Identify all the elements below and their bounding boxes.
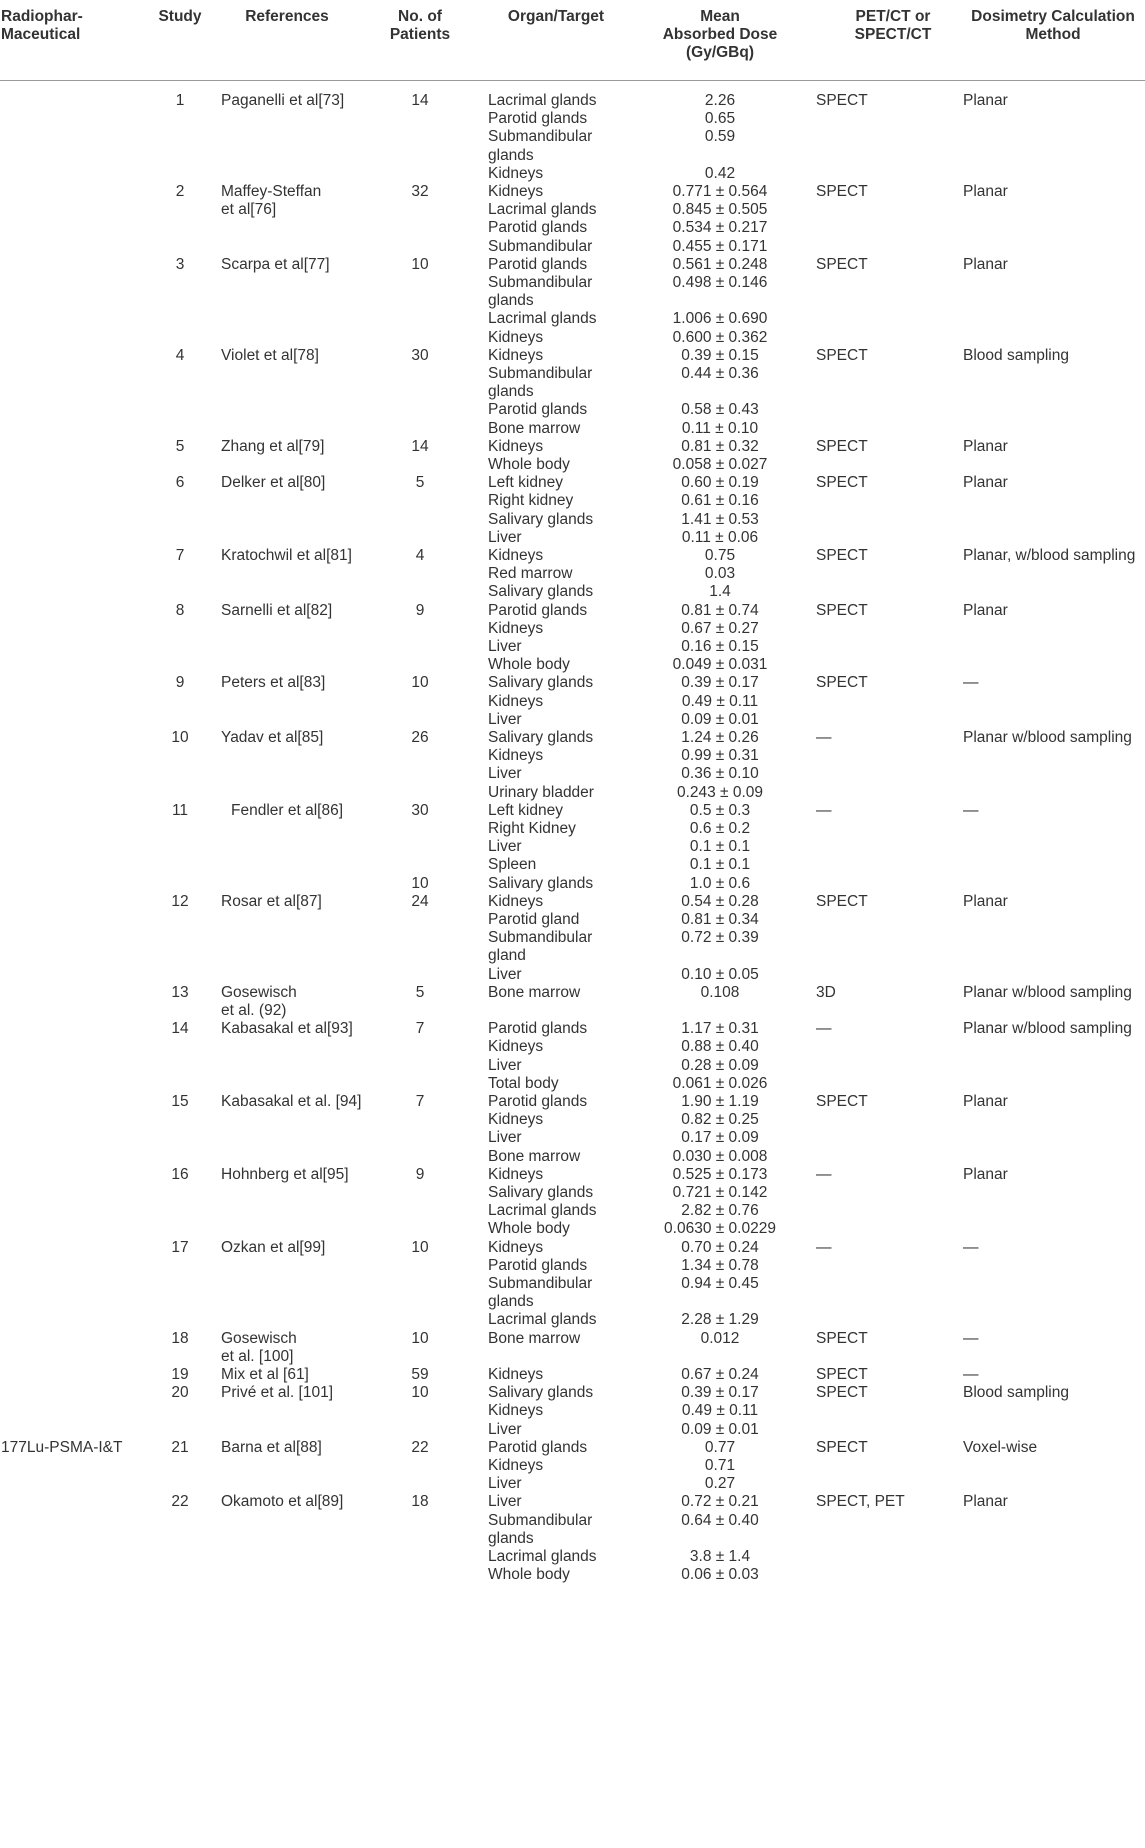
dosimetry-method: Blood sampling (963, 1384, 1069, 1402)
mean-absorbed-dose: 0.94 ± 0.45 (681, 1275, 759, 1292)
study-reference: Gosewisch (221, 983, 297, 1001)
patient-count: 30 (411, 346, 429, 364)
patient-count: 32 (411, 183, 429, 200)
dosimetry-method: Planar (963, 1165, 1008, 1183)
mean-absorbed-dose: 2.28 ± 1.29 (681, 1311, 759, 1329)
dosimetry-method: Planar (963, 601, 1008, 619)
patient-count: 9 (415, 601, 425, 619)
imaging-modality: SPECT (816, 601, 868, 619)
study-number: 7 (175, 547, 185, 564)
organ-target: Parotid glands (488, 1093, 588, 1110)
mean-absorbed-dose: 0.09 ± 0.01 (681, 1420, 759, 1438)
organ-target: Kidneys (488, 1402, 544, 1420)
dosimetry-method: Planar (963, 892, 1008, 910)
organ-target: Kidneys (488, 1038, 544, 1056)
imaging-modality: SPECT, PET (816, 1493, 905, 1511)
organ-target: Kidneys (488, 619, 544, 637)
mean-absorbed-dose: 0.721 ± 0.142 (672, 1184, 768, 1201)
dosimetry-method: Planar w/blood sampling (963, 1020, 1132, 1038)
radiopharmaceutical-label: 177Lu-PSMA-I&T (1, 1438, 123, 1456)
imaging-modality: — (816, 729, 832, 746)
mean-absorbed-dose: 0.1 ± 0.1 (689, 856, 751, 874)
mean-absorbed-dose: 2.26 (704, 92, 736, 109)
patient-count: 10 (411, 1384, 429, 1402)
organ-target: Kidneys (488, 692, 544, 710)
mean-absorbed-dose: 0.39 ± 0.15 (681, 346, 759, 364)
mean-absorbed-dose: 0.058 ± 0.027 (672, 456, 768, 473)
imaging-modality: SPECT (816, 1329, 868, 1347)
organ-target: Parotid glands (488, 110, 588, 128)
study-reference: Fendler et al[86] (231, 801, 344, 819)
header-patients: No. of (398, 8, 442, 25)
patient-count: 14 (411, 92, 429, 109)
organ-target: Salivary glands (488, 1384, 594, 1402)
mean-absorbed-dose: 0.243 ± 0.09 (676, 783, 764, 801)
organ-target: Salivary glands (488, 1184, 594, 1201)
study-reference: Kratochwil et al[81] (221, 547, 352, 564)
organ-target: Liver (488, 638, 522, 655)
patient-count: 9 (415, 1165, 425, 1183)
organ-target: Salivary glands (488, 583, 594, 601)
study-number: 5 (175, 437, 185, 455)
mean-absorbed-dose: 0.70 ± 0.24 (681, 1238, 759, 1256)
mean-absorbed-dose: 0.99 ± 0.31 (681, 747, 759, 765)
study-reference: Barna et al[88] (221, 1438, 322, 1456)
organ-target: Kidneys (488, 547, 544, 564)
organ-target: Submandibular (488, 237, 593, 255)
organ-target: Parotid glands (488, 601, 588, 619)
imaging-modality: SPECT (816, 1093, 868, 1110)
organ-target: Red marrow (488, 565, 573, 583)
study-reference: Hohnberg et al[95] (221, 1165, 349, 1183)
organ-target: Liver (488, 1129, 522, 1147)
imaging-modality: SPECT (816, 92, 868, 109)
header-method: Dosimetry Calculation (971, 8, 1135, 25)
study-reference: Peters et al[83] (221, 674, 326, 692)
organ-target: Lacrimal glands (488, 92, 597, 109)
dosimetry-method: Planar w/blood sampling (963, 983, 1132, 1001)
mean-absorbed-dose: 0.1 ± 0.1 (689, 838, 751, 856)
organ-target: Liver (488, 765, 522, 783)
mean-absorbed-dose: 0.012 (700, 1329, 740, 1347)
imaging-modality: — (816, 801, 832, 819)
patient-count: 5 (415, 983, 425, 1001)
organ-target: Lacrimal glands (488, 310, 597, 328)
mean-absorbed-dose: 0.49 ± 0.11 (681, 1402, 759, 1420)
study-number: 12 (171, 892, 189, 910)
imaging-modality: — (816, 1020, 832, 1038)
patient-count: 10 (411, 1329, 429, 1347)
mean-absorbed-dose: 0.77 (704, 1438, 736, 1456)
organ-target: Salivary glands (488, 729, 594, 746)
dosimetry-method: Voxel-wise (963, 1438, 1038, 1456)
mean-absorbed-dose: 0.65 (704, 110, 736, 128)
organ-target: Parotid glands (488, 1020, 588, 1038)
mean-absorbed-dose: 0.6 ± 0.2 (689, 820, 751, 837)
organ-target: gland (488, 947, 526, 965)
dosimetry-method: Planar (963, 92, 1008, 109)
organ-target: Lacrimal glands (488, 1311, 597, 1329)
organ-target: Whole body (488, 1566, 570, 1584)
imaging-modality: SPECT (816, 437, 868, 455)
mean-absorbed-dose: 0.09 ± 0.01 (681, 710, 759, 728)
mean-absorbed-dose: 0.17 ± 0.09 (681, 1129, 759, 1147)
header-study: Study (158, 8, 202, 25)
header-dose: Absorbed Dose (662, 26, 778, 44)
imaging-modality: 3D (816, 983, 836, 1001)
dosimetry-method: Planar (963, 1093, 1008, 1110)
study-number: 4 (175, 346, 185, 364)
organ-target: Left kidney (488, 801, 563, 819)
study-number: 3 (175, 255, 185, 273)
patient-count: 10 (411, 255, 429, 273)
mean-absorbed-dose: 0.28 ± 0.09 (681, 1056, 759, 1074)
organ-target: Submandibular (488, 1511, 593, 1529)
study-number: 21 (171, 1438, 189, 1456)
organ-target: Urinary bladder (488, 783, 594, 801)
organ-target: Kidneys (488, 892, 544, 910)
study-number: 13 (171, 983, 189, 1001)
mean-absorbed-dose: 0.10 ± 0.05 (681, 965, 759, 983)
mean-absorbed-dose: 0.67 ± 0.27 (681, 619, 759, 637)
patient-count: 26 (411, 729, 429, 746)
organ-target: glands (488, 146, 534, 164)
imaging-modality: — (816, 1165, 832, 1183)
imaging-modality: SPECT (816, 547, 868, 564)
study-reference: Privé et al. [101] (221, 1384, 334, 1402)
mean-absorbed-dose: 3.8 ± 1.4 (689, 1548, 751, 1565)
mean-absorbed-dose: 0.5 ± 0.3 (689, 801, 751, 819)
organ-target: Parotid glands (488, 1256, 588, 1274)
organ-target: Kidneys (488, 164, 544, 182)
study-number: 19 (171, 1366, 189, 1383)
patient-count: 4 (415, 547, 425, 564)
study-number: 1 (175, 92, 185, 109)
mean-absorbed-dose: 0.498 ± 0.146 (672, 274, 768, 291)
dosimetry-method: — (963, 674, 979, 692)
study-reference: Kabasakal et al. [94] (221, 1093, 362, 1110)
mean-absorbed-dose: 1.24 ± 0.26 (681, 729, 759, 746)
organ-target: Parotid glands (488, 219, 588, 237)
mean-absorbed-dose: 0.108 (700, 983, 740, 1001)
dosimetry-method: Blood sampling (963, 346, 1069, 364)
organ-target: Bone marrow (488, 1329, 581, 1347)
mean-absorbed-dose: 0.81 ± 0.74 (681, 601, 759, 619)
patient-count: 18 (411, 1493, 429, 1511)
study-reference: et al. [100] (221, 1347, 294, 1365)
dosimetry-method: — (963, 1238, 979, 1256)
header-organ: Organ/Target (507, 8, 605, 25)
header-imaging: SPECT/CT (854, 26, 932, 44)
mean-absorbed-dose: 0.11 ± 0.06 (681, 528, 759, 546)
patient-count: 14 (411, 437, 429, 455)
organ-target: Total body (488, 1074, 559, 1092)
organ-target: glands (488, 1293, 534, 1311)
organ-target: Right Kidney (488, 820, 576, 837)
dosimetry-method: Planar (963, 437, 1008, 455)
mean-absorbed-dose: 0.030 ± 0.008 (672, 1147, 768, 1165)
organ-target: glands (488, 292, 534, 310)
header-references: References (245, 8, 329, 25)
mean-absorbed-dose: 0.061 ± 0.026 (672, 1074, 768, 1092)
study-number: 6 (175, 474, 185, 492)
mean-absorbed-dose: 0.600 ± 0.362 (672, 328, 768, 346)
header-patients: Patients (389, 26, 451, 44)
organ-target: Kidneys (488, 1165, 544, 1183)
study-reference: et al[76] (221, 201, 277, 219)
imaging-modality: SPECT (816, 346, 868, 364)
study-reference: Scarpa et al[77] (221, 255, 330, 273)
imaging-modality: — (816, 1238, 832, 1256)
organ-target: Kidneys (488, 437, 544, 455)
header-divider (0, 80, 1145, 81)
study-reference: Sarnelli et al[82] (221, 601, 333, 619)
header-imaging: PET/CT or (855, 8, 931, 25)
organ-target: Liver (488, 528, 522, 546)
organ-target: Submandibular (488, 1275, 593, 1292)
patient-count: 5 (415, 474, 425, 492)
mean-absorbed-dose: 0.42 (704, 164, 736, 182)
mean-absorbed-dose: 0.39 ± 0.17 (681, 1384, 759, 1402)
organ-target: Liver (488, 965, 522, 983)
study-number: 9 (175, 674, 185, 692)
imaging-modality: SPECT (816, 1438, 868, 1456)
organ-target: Kidneys (488, 328, 544, 346)
imaging-modality: SPECT (816, 892, 868, 910)
imaging-modality: SPECT (816, 474, 868, 492)
study-reference: Ozkan et al[99] (221, 1238, 326, 1256)
dosimetry-method: Planar w/blood sampling (963, 729, 1132, 746)
organ-target: Submandibular (488, 365, 593, 382)
header-dose: (Gy/GBq) (685, 44, 755, 62)
organ-target: Kidneys (488, 346, 544, 364)
mean-absorbed-dose: 0.81 ± 0.34 (681, 911, 759, 928)
study-reference: Rosar et al[87] (221, 892, 322, 910)
organ-target: Bone marrow (488, 1147, 581, 1165)
mean-absorbed-dose: 0.0630 ± 0.0229 (664, 1220, 776, 1238)
organ-target: Whole body (488, 1220, 570, 1238)
study-reference: Yadav et al[85] (221, 729, 324, 746)
study-reference: Violet et al[78] (221, 346, 319, 364)
mean-absorbed-dose: 0.06 ± 0.03 (681, 1566, 759, 1584)
dosimetry-method: Planar (963, 255, 1008, 273)
study-number: 2 (175, 183, 185, 200)
organ-target: Kidneys (488, 1238, 544, 1256)
mean-absorbed-dose: 0.54 ± 0.28 (681, 892, 759, 910)
imaging-modality: SPECT (816, 674, 868, 692)
mean-absorbed-dose: 0.03 (704, 565, 736, 583)
mean-absorbed-dose: 0.534 ± 0.217 (672, 219, 768, 237)
study-number: 16 (171, 1165, 189, 1183)
mean-absorbed-dose: 0.11 ± 0.10 (681, 419, 759, 437)
organ-target: Liver (488, 1420, 522, 1438)
mean-absorbed-dose: 0.561 ± 0.248 (672, 255, 768, 273)
organ-target: Lacrimal glands (488, 201, 597, 219)
patient-count: 59 (411, 1366, 429, 1383)
study-reference: Maffey-Steffan (221, 183, 322, 200)
mean-absorbed-dose: 0.72 ± 0.21 (681, 1493, 759, 1511)
study-number: 20 (171, 1384, 189, 1402)
patient-count: 22 (411, 1438, 429, 1456)
organ-target: Salivary glands (488, 874, 594, 892)
organ-target: Kidneys (488, 1366, 544, 1383)
mean-absorbed-dose: 0.59 (704, 128, 736, 146)
organ-target: Liver (488, 838, 522, 856)
organ-target: Liver (488, 710, 522, 728)
patient-count: 24 (411, 892, 429, 910)
mean-absorbed-dose: 0.64 ± 0.40 (681, 1511, 759, 1529)
mean-absorbed-dose: 0.58 ± 0.43 (681, 401, 759, 419)
mean-absorbed-dose: 0.39 ± 0.17 (681, 674, 759, 692)
header-radiopharmaceutical: Maceutical (1, 26, 81, 44)
organ-target: Kidneys (488, 1111, 544, 1129)
patient-count: 10 (411, 874, 429, 892)
organ-target: Kidneys (488, 747, 544, 765)
organ-target: Submandibular (488, 929, 593, 947)
study-reference: Okamoto et al[89] (221, 1493, 344, 1511)
organ-target: glands (488, 1529, 534, 1547)
study-number: 15 (171, 1093, 189, 1110)
study-reference: Delker et al[80] (221, 474, 326, 492)
dosimetry-method: Planar (963, 474, 1008, 492)
study-reference: Mix et al [61] (221, 1366, 309, 1383)
organ-target: Bone marrow (488, 983, 581, 1001)
mean-absorbed-dose: 1.17 ± 0.31 (681, 1020, 759, 1038)
organ-target: Parotid glands (488, 1438, 588, 1456)
mean-absorbed-dose: 0.81 ± 0.32 (681, 437, 759, 455)
mean-absorbed-dose: 0.16 ± 0.15 (681, 638, 759, 655)
imaging-modality: SPECT (816, 1384, 868, 1402)
mean-absorbed-dose: 1.90 ± 1.19 (681, 1093, 759, 1110)
organ-target: Spleen (488, 856, 537, 874)
study-number: 18 (171, 1329, 189, 1347)
organ-target: Bone marrow (488, 419, 581, 437)
mean-absorbed-dose: 1.4 (709, 583, 731, 601)
dosimetry-method: — (963, 1329, 979, 1347)
mean-absorbed-dose: 0.61 ± 0.16 (681, 492, 759, 510)
organ-target: Left kidney (488, 474, 563, 492)
mean-absorbed-dose: 0.71 (704, 1457, 736, 1474)
header-dose: Mean (700, 8, 740, 25)
patient-count: 10 (411, 1238, 429, 1256)
organ-target: Kidneys (488, 1457, 544, 1474)
mean-absorbed-dose: 0.455 ± 0.171 (672, 237, 768, 255)
mean-absorbed-dose: 1.0 ± 0.6 (689, 874, 751, 892)
organ-target: Liver (488, 1056, 522, 1074)
organ-target: Salivary glands (488, 674, 594, 692)
organ-target: Submandibular (488, 274, 593, 291)
header-radiopharmaceutical: Radiophar- (1, 8, 83, 25)
study-number: 11 (171, 801, 189, 819)
patient-count: 7 (415, 1020, 425, 1038)
mean-absorbed-dose: 0.771 ± 0.564 (672, 183, 768, 200)
dosimetry-method: — (963, 1366, 979, 1383)
mean-absorbed-dose: 0.49 ± 0.11 (681, 692, 759, 710)
imaging-modality: SPECT (816, 183, 868, 200)
study-number: 8 (175, 601, 185, 619)
study-number: 22 (171, 1493, 189, 1511)
mean-absorbed-dose: 0.525 ± 0.173 (672, 1165, 768, 1183)
mean-absorbed-dose: 0.44 ± 0.36 (681, 365, 759, 382)
study-reference: Zhang et al[79] (221, 437, 325, 455)
organ-target: Parotid glands (488, 401, 588, 419)
organ-target: Kidneys (488, 183, 544, 200)
organ-target: Liver (488, 1475, 522, 1493)
dosimetry-method: Planar (963, 1493, 1008, 1511)
study-reference: Kabasakal et al[93] (221, 1020, 353, 1038)
mean-absorbed-dose: 1.006 ± 0.690 (672, 310, 768, 328)
organ-target: Lacrimal glands (488, 1548, 597, 1565)
organ-target: Salivary glands (488, 510, 594, 528)
study-number: 17 (171, 1238, 189, 1256)
patient-count: 7 (415, 1093, 425, 1110)
mean-absorbed-dose: 0.72 ± 0.39 (681, 929, 759, 947)
study-reference: Paganelli et al[73] (221, 92, 345, 109)
mean-absorbed-dose: 0.27 (704, 1475, 736, 1493)
organ-target: glands (488, 383, 534, 401)
organ-target: Right kidney (488, 492, 574, 510)
mean-absorbed-dose: 2.82 ± 0.76 (681, 1202, 759, 1220)
imaging-modality: SPECT (816, 255, 868, 273)
organ-target: Liver (488, 1493, 522, 1511)
study-reference: et al. (92) (221, 1002, 287, 1019)
imaging-modality: SPECT (816, 1366, 868, 1383)
mean-absorbed-dose: 1.41 ± 0.53 (681, 510, 759, 528)
organ-target: Parotid gland (488, 911, 580, 928)
dosimetry-method: Planar (963, 183, 1008, 200)
organ-target: Whole body (488, 656, 570, 674)
study-number: 14 (171, 1020, 189, 1038)
patient-count: 30 (411, 801, 429, 819)
mean-absorbed-dose: 1.34 ± 0.78 (681, 1256, 759, 1274)
mean-absorbed-dose: 0.36 ± 0.10 (681, 765, 759, 783)
organ-target: Lacrimal glands (488, 1202, 597, 1220)
organ-target: Parotid glands (488, 255, 588, 273)
mean-absorbed-dose: 0.049 ± 0.031 (672, 656, 768, 674)
mean-absorbed-dose: 0.75 (704, 547, 736, 564)
header-method: Method (1025, 26, 1081, 44)
mean-absorbed-dose: 0.60 ± 0.19 (681, 474, 759, 492)
organ-target: Submandibular (488, 128, 593, 146)
mean-absorbed-dose: 0.845 ± 0.505 (672, 201, 768, 219)
patient-count: 10 (411, 674, 429, 692)
dosimetry-method: Planar, w/blood sampling (963, 547, 1136, 564)
dosimetry-method: — (963, 801, 979, 819)
organ-target: Whole body (488, 456, 570, 473)
study-number: 10 (171, 729, 189, 746)
mean-absorbed-dose: 0.88 ± 0.40 (681, 1038, 759, 1056)
mean-absorbed-dose: 0.82 ± 0.25 (681, 1111, 759, 1129)
mean-absorbed-dose: 0.67 ± 0.24 (681, 1366, 759, 1383)
study-reference: Gosewisch (221, 1329, 297, 1347)
